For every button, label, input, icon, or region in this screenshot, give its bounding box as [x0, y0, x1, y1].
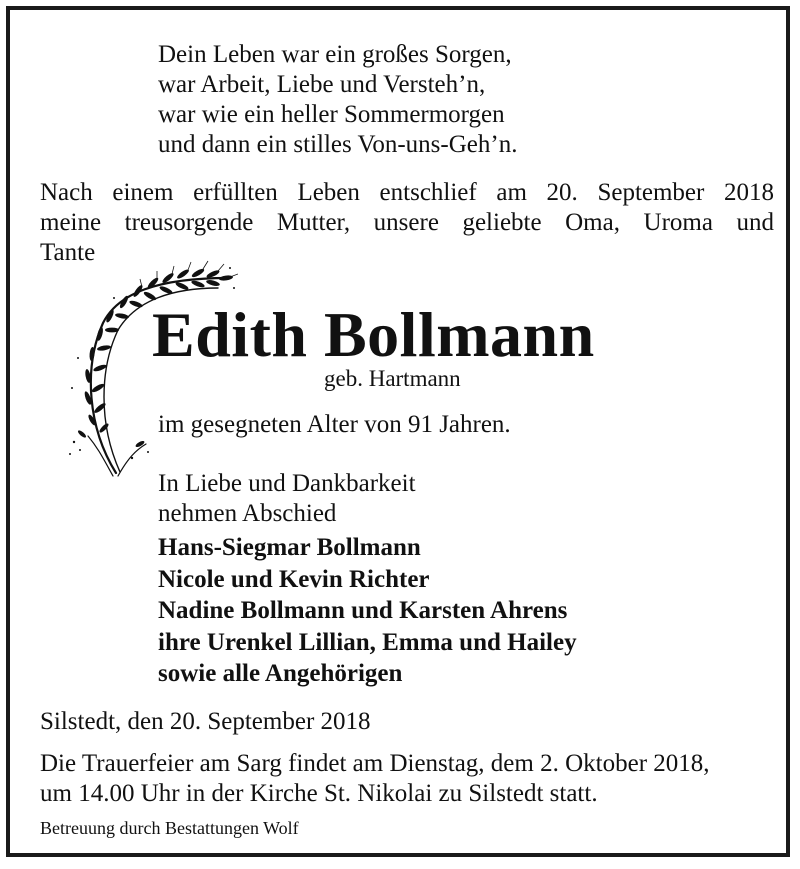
mourner: Hans-Siegmar Bollmann	[158, 534, 421, 561]
funeral-line: Die Trauerfeier am Sarg findet am Dienstag, dem 2. Oktober 2018,	[40, 750, 710, 777]
mourner: Nadine Bollmann und Karsten Ahrens	[158, 597, 568, 624]
mourner: ihre Urenkel Lillian, Emma und Hailey	[158, 628, 577, 656]
funeral-line: um 14.00 Uhr in der Kirche St. Nikolai zu Silstedt statt.	[40, 780, 598, 807]
intro-line: Tante	[40, 239, 96, 266]
intro-line: meine treusorgende Mutter, unsere geliebte Oma, Uroma und	[40, 209, 774, 236]
obituary-card	[6, 6, 790, 857]
poem	[158, 40, 517, 160]
place-date: Silstedt, den 20. September 2018	[40, 708, 371, 735]
undertaker-note: Betreuung durch Bestattungen Wolf	[40, 818, 299, 838]
mourning-line: In Liebe und Dankbarkeit	[158, 470, 416, 497]
mourning-intro	[158, 469, 416, 529]
mourners-list	[158, 532, 577, 690]
age-text: im gesegneten Alter von 91 Jahren.	[158, 411, 511, 438]
wheat-ear-icon	[58, 258, 238, 483]
poem-line: Dein Leben war ein großes Sorgen,	[158, 41, 512, 68]
deceased-name: Edith Bollmann	[152, 299, 595, 370]
poem-line: war wie ein heller Sommermorgen	[158, 101, 505, 128]
mourner: sowie alle Angehörigen	[158, 660, 403, 687]
poem-line: und dann ein stilles Von-uns-Geh’n.	[158, 131, 518, 158]
funeral-info	[40, 749, 710, 809]
mourner: Nicole und Kevin Richter	[158, 565, 430, 593]
maiden-name: geb. Hartmann	[324, 366, 461, 391]
intro-paragraph	[40, 178, 774, 268]
intro-line: Nach einem erfüllten Leben entschlief am 20. September 2018	[40, 179, 774, 206]
poem-line: war Arbeit, Liebe und Versteh’n,	[158, 71, 486, 98]
mourning-line: nehmen Abschied	[158, 500, 337, 527]
